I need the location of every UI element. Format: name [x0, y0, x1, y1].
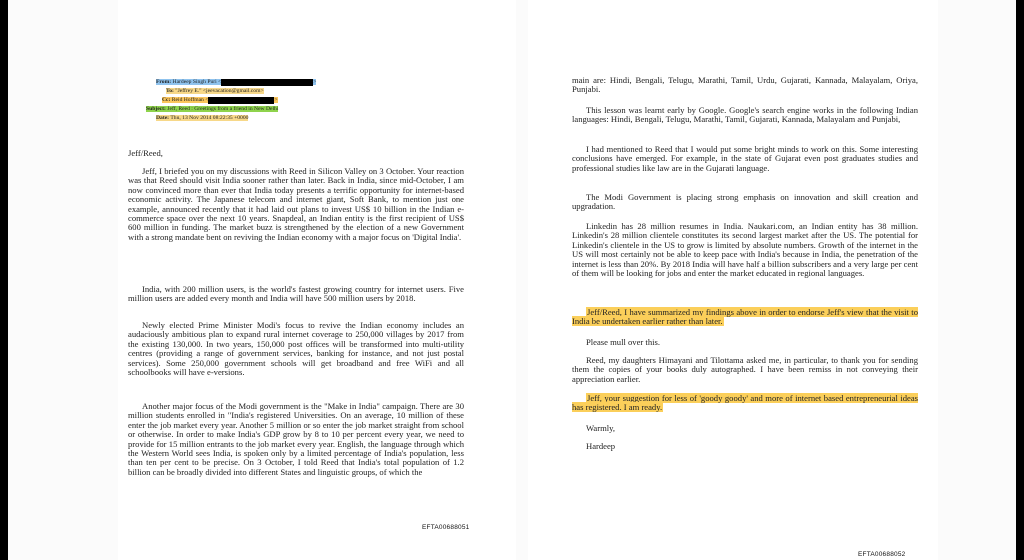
from-value: Hardeep Singh Puri <	[172, 79, 222, 85]
subject-value: Jeff, Reed : Greetings from a friend in New Delhi	[167, 106, 279, 112]
paragraph: Reed, my daughters Himayani and Tilottama asked me, in particular, to thank you for sending them the copies of your books duly autographed. I have been remiss in not conveying their appreciation earlier.	[572, 355, 918, 384]
document-page-left	[118, 0, 516, 560]
subject-label: Subject:	[146, 106, 166, 112]
email-to-line	[166, 88, 264, 95]
highlighted-paragraph	[572, 394, 918, 413]
to-label: To:	[166, 88, 174, 94]
paragraph: I had mentioned to Reed that I would put some bright minds to work on this. Some interesting conclusions have emerged. For example, in the state of Gujarat even post graduates studies and professional studies like law are in the Gujarati language.	[572, 144, 918, 173]
email-from-line: From: Hardeep Singh Puri < >	[156, 79, 317, 85]
paragraph: Newly elected Prime Minister Modi's focus to revive the Indian economy includes an audaciously ambitious plan to expand rural internet coverage to 250,000 villages by 2017 from the existing 130,000. In two years, 150,000 post offices will be transformed into multi-utility centres (providing a range of government services, banking for instance, and not just postal services). Some 250,000 government schools will get broadband and free WiFi and all schoolbooks will have e-versions.	[128, 320, 464, 378]
date-label: Date:	[156, 115, 170, 121]
paragraph: Another major focus of the Modi government is the "Make in India" campaign. There are 30 million students enrolled in "India's registered Universities. On an average, 10 million of these enter the job market every year. Another 5 million or so enter the job market straight from school or otherwise. In order to make India's GDP grow by 8 to 10 per percent every year, we need to provide for 15 million entrants to the job market every year. English, the language through which the Western World sees India, is spoken only by a limited percentage of India's population, less than ten per cent to be precise. On 3 October, I told Reed that India's total population of 1.2 billion can be broadly divided into different States and linguistic groups, of which the	[128, 401, 464, 477]
scanned-document-spread	[8, 0, 1016, 560]
bates-number: EFTA00688052	[858, 551, 906, 558]
email-date-line	[156, 115, 248, 122]
cc-value: Reid Hoffman <	[171, 97, 209, 103]
redaction-bar	[221, 79, 313, 86]
document-page-right	[528, 0, 938, 560]
paragraph: The Modi Government is placing strong emphasis on innovation and skill creation and upgradation.	[572, 192, 918, 212]
from-label: From:	[156, 79, 172, 85]
paragraph: This lesson was learnt early by Google. Google's search engine works in the following Indian languages: Hindi, Bengali, Telugu, Marathi, Tamil, Gujarati, Kannada, Malayalam and Punjabi,	[572, 105, 918, 125]
email-subject-line	[146, 106, 278, 113]
date-value: Thu, 13 Nov 2014 08:22:35 +0000	[170, 115, 249, 121]
signature: Hardeep	[586, 441, 616, 451]
cc-label: Cc:	[162, 97, 171, 103]
paragraph: India, with 200 million users, is the world's fastest growing country for internet users. Five million users are added every month and India will have 500 million users by 2018.	[128, 284, 464, 304]
bates-number: EFTA00688051	[422, 524, 470, 531]
paragraph: Please mull over this.	[586, 337, 660, 347]
highlight: Jeff, your suggestion for less of 'goody goody' and more of internet based entrepreneurial ideas has registered. I am ready.	[572, 393, 918, 413]
salutation: Jeff/Reed,	[128, 148, 163, 158]
paragraph: main are: Hindi, Bengali, Telugu, Marathi, Tamil, Urdu, Gujarati, Kannada, Malayalam, Oriya, Punjabi.	[572, 75, 918, 95]
paragraph: Linkedin has 28 million resumes in India. Naukari.com, an Indian entity has 38 million. Linkedin's 28 million clientele constitutes its second largest market after the US. The potential for Linkedin's clientele in the US to grow is limited by absolute numbers. Growth of the internet in the US will most certainly not be able to keep pace with India's because in India, the penetration of the internet is less than 20%. By 2018 India will have half a billion subscribers and a very large per cent of them will be looking for jobs and enter the market educated in regional languages.	[572, 221, 918, 279]
to-value: "Jeffrey E." <jeevacation@gmail.com>	[175, 88, 264, 94]
redaction-bar	[208, 97, 274, 104]
closing: Warmly,	[586, 423, 616, 433]
highlighted-paragraph	[572, 308, 918, 327]
paragraph: Jeff, I briefed you on my discussions with Reed in Silicon Valley on 3 October. Your reaction was that Reed should visit India sooner rather than later. Back in India, since mid-October, I am now convinced more than ever that India today presents a terrific opportunity for internet-based economic activity. The Japanese telecom and internet giant, Soft Bank, to mention just one example, announced recently that it had laid out plans to invest US$ 10 billion in the Indian e-commerce space over the next 10 years. Snapdeal, an Indian entity is the first recipient of US$ 600 million in funding. The market buzz is strengthened by the election of a new Government with a strong mandate bent on reviving the Indian economy with a major focus on 'Digital India'.	[128, 166, 464, 242]
highlight: Jeff/Reed, I have summarized my findings above in order to endorse Jeff's view that the visit to India be undertaken earlier rather than later.	[572, 307, 918, 327]
email-cc-line: Cc: Reid Hoffman < >	[162, 97, 278, 103]
